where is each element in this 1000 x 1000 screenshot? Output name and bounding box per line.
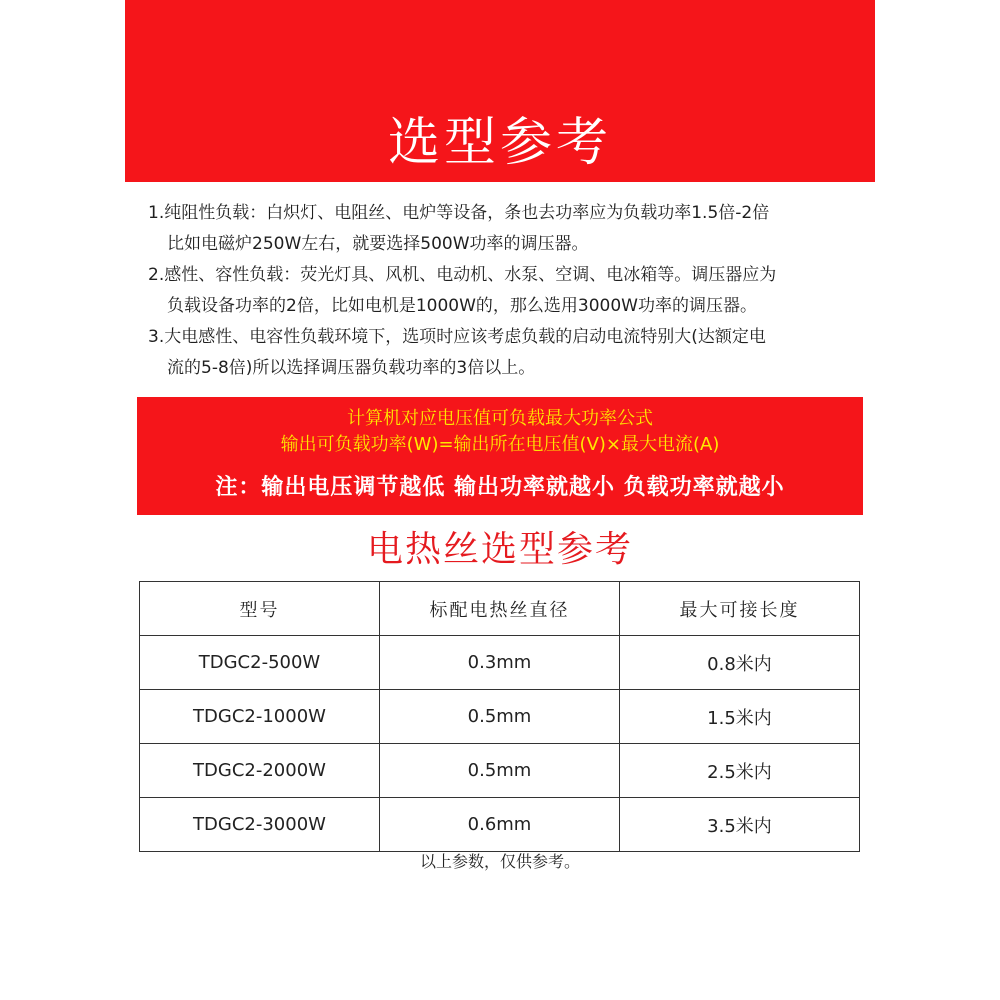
rule-line: 1.纯阻性负载：白炽灯、电阻丝、电炉等设备，条也去功率应为负载功率1.5倍-2倍 — [148, 203, 770, 223]
heating-wire-spec-table — [139, 581, 860, 852]
cell-model: TDGC2-1000W — [140, 690, 380, 744]
cell-max-length: 2.5米内 — [620, 744, 860, 798]
rule-item — [148, 198, 868, 260]
cell-diameter: 0.6mm — [380, 798, 620, 852]
top-banner — [125, 0, 875, 182]
cell-diameter: 0.5mm — [380, 690, 620, 744]
rule-item — [148, 260, 868, 322]
cell-model: TDGC2-500W — [140, 636, 380, 690]
cell-diameter: 0.5mm — [380, 744, 620, 798]
column-header-model: 型号 — [140, 582, 380, 636]
page-title: 选型参考 — [387, 113, 612, 173]
table-row — [140, 744, 860, 798]
formula-note: 注：输出电压调节越低 输出功率就越小 负载功率就越小 — [215, 475, 785, 500]
cell-max-length: 1.5米内 — [620, 690, 860, 744]
formula-banner — [137, 397, 863, 515]
section-title: 电热丝选型参考 — [366, 529, 633, 570]
table-header-row — [140, 582, 860, 636]
column-header-max-length: 最大可接长度 — [620, 582, 860, 636]
rule-line: 比如电磁炉250W左右，就要选择500W功率的调压器。 — [167, 234, 589, 254]
column-header-diameter: 标配电热丝直径 — [380, 582, 620, 636]
selection-rules — [148, 198, 868, 384]
formula-heading: 计算机对应电压值可负载最大功率公式 — [347, 408, 653, 429]
footnote: 以上参数，仅供参考。 — [419, 852, 580, 871]
rule-line: 流的5-8倍)所以选择调压器负载功率的3倍以上。 — [167, 358, 536, 378]
cell-model: TDGC2-2000W — [140, 744, 380, 798]
table-row — [140, 690, 860, 744]
cell-max-length: 3.5米内 — [620, 798, 860, 852]
cell-max-length: 0.8米内 — [620, 636, 860, 690]
rule-line: 负载设备功率的2倍，比如电机是1000W的，那么选用3000W功率的调压器。 — [167, 296, 757, 316]
formula-equation: 输出可负载功率(W)=输出所在电压值(V)×最大电流(A) — [280, 434, 720, 455]
rule-line: 2.感性、容性负载：荧光灯具、风机、电动机、水泵、空调、电冰箱等。调压器应为 — [148, 265, 777, 285]
cell-model: TDGC2-3000W — [140, 798, 380, 852]
table-row — [140, 636, 860, 690]
rule-line: 3.大电感性、电容性负载环境下，选项时应该考虑负载的启动电流特别大(达额定电 — [148, 327, 766, 347]
rule-item — [148, 322, 868, 384]
table-row — [140, 798, 860, 852]
cell-diameter: 0.3mm — [380, 636, 620, 690]
